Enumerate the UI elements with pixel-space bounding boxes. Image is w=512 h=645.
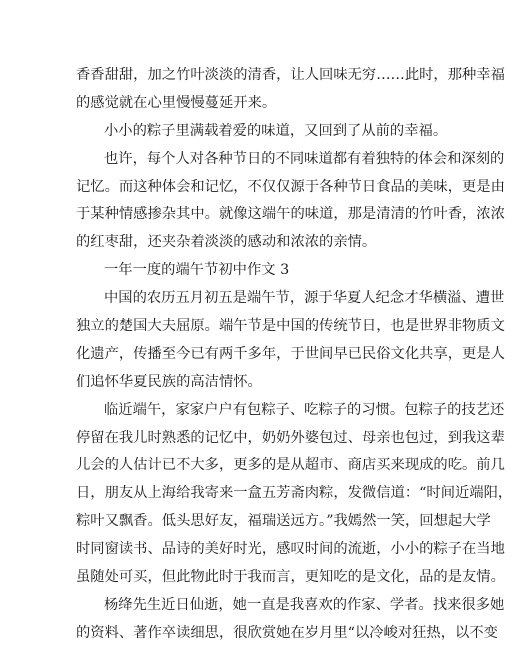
body-text-line: 儿会的人估计已不大多，更多的是从超市、商店买来现成的吃。前几 xyxy=(76,457,505,473)
body-text-line: 于某种情感掺杂其中。就像这端午的味道，那是清清的竹叶香，浓浓 xyxy=(76,206,505,222)
body-text-line: 记忆。而这种体会和记忆，不仅仅源于各种节日食品的美味，更是由 xyxy=(76,179,505,195)
body-text-line: 杨绛先生近日仙逝，她一直是我喜欢的作家、学者。找来很多她 xyxy=(104,597,505,613)
body-text-line: 中国的农历五月初五是端午节，源于华夏人纪念才华横溢、遭世 xyxy=(104,290,505,306)
body-text-line: 虽随处可买，但此物此时于我而言，更知吃的是文化，品的是友情。 xyxy=(76,569,505,585)
section-heading: 一年一度的端午节初中作文 3 xyxy=(104,262,290,278)
body-text-line: 粽叶又飘香。低头思好友，福瑞送远方。”我嫣然一笑，回想起大学 xyxy=(76,513,491,529)
body-text-line: 香香甜甜，加之竹叶淡淡的清香，让人回味无穷……此时，那种幸福 xyxy=(76,67,505,83)
body-text-line: 也许，每个人对各种节日的不同味道都有着独特的体会和深刻的 xyxy=(104,151,505,167)
body-text-line: 们追怀华夏民族的高洁情怀。 xyxy=(76,374,262,390)
body-text-line: 停留在我儿时熟悉的记忆中，奶奶外婆包过、母亲也包过，到我这辈 xyxy=(76,430,505,446)
body-text-line: 的红枣甜，还夹杂着淡淡的感动和浓浓的亲情。 xyxy=(76,234,377,250)
body-text-line: 的资料、著作卒读细思，很欣赏她在岁月里“以冷峻对狂热，以不变 xyxy=(76,625,498,641)
body-text-line: 小小的粽子里满载着爱的味道，又回到了从前的幸福。 xyxy=(104,123,448,139)
body-text-line: 独立的楚国大夫屈原。端午节是中国的传统节日，也是世界非物质文 xyxy=(76,318,505,334)
body-text-line: 临近端午，家家户户有包粽子、吃粽子的习惯。包粽子的技艺还 xyxy=(104,402,505,418)
body-text-line: 的感觉就在心里慢慢蔓延开来。 xyxy=(76,95,277,111)
body-text-line: 时同窗读书、品诗的美好时光，感叹时间的流逝，小小的粽子在当地 xyxy=(76,541,505,557)
body-text-line: 日，朋友从上海给我寄来一盒五芳斋肉粽，发微信道：“时间近端阳， xyxy=(76,485,512,501)
body-text-line: 化遗产，传播至今已有两千多年，于世间早已民俗文化共享，更是人 xyxy=(76,346,505,362)
